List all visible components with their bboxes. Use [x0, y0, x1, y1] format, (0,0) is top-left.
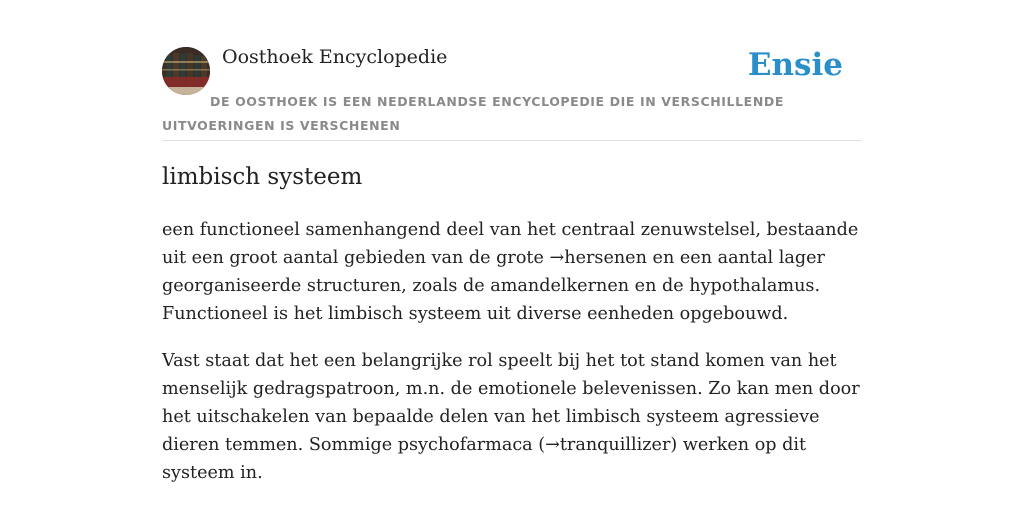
- paragraph-2: [162, 347, 862, 487]
- site-tagline: DE OOSTHOEK IS EEN NEDERLANDSE ENCYCLOPEDIE DIE IN VERSCHILLENDE UITVOERINGEN IS VERSCHENEN: [162, 94, 784, 133]
- paragraph-2-text-b: ) werken op dit systeem in.: [162, 435, 807, 483]
- link-hersenen[interactable]: →hersenen: [549, 248, 647, 268]
- entry-card: [162, 0, 862, 483]
- site-name[interactable]: Oosthoek Encyclopedie: [222, 46, 448, 68]
- entry-title: limbisch systeem: [162, 164, 363, 190]
- paragraph-2-text-a: Vast staat dat het een belangrijke rol speelt bij het tot stand komen van het menselijk gedragspatroon, m.n. de emotionele belevenissen. Zo kan men door het uitschakelen van bepaalde delen van het limbisch systeem agressieve dieren temmen. Sommige psychofarmaca (: [162, 351, 860, 455]
- header: [162, 0, 862, 141]
- ensie-logo-link[interactable]: Ensie: [747, 47, 843, 83]
- link-tranquillizer[interactable]: →tranquillizer: [545, 435, 671, 455]
- entry-body: [162, 216, 862, 506]
- paragraph-1-text-a: een functioneel samenhangend deel van het centraal zenuwstelsel, bestaande uit een groot aantal gebieden van de grote: [162, 220, 859, 268]
- encyclopedia-avatar-icon[interactable]: [162, 47, 210, 95]
- paragraph-1-text-b: en een aantal lager georganiseerde structuren, zoals de amandelkernen en de hypothalamus. Functioneel is het limbisch systeem uit diverse eenheden opgebouwd.: [162, 248, 825, 324]
- paragraph-1: [162, 216, 862, 328]
